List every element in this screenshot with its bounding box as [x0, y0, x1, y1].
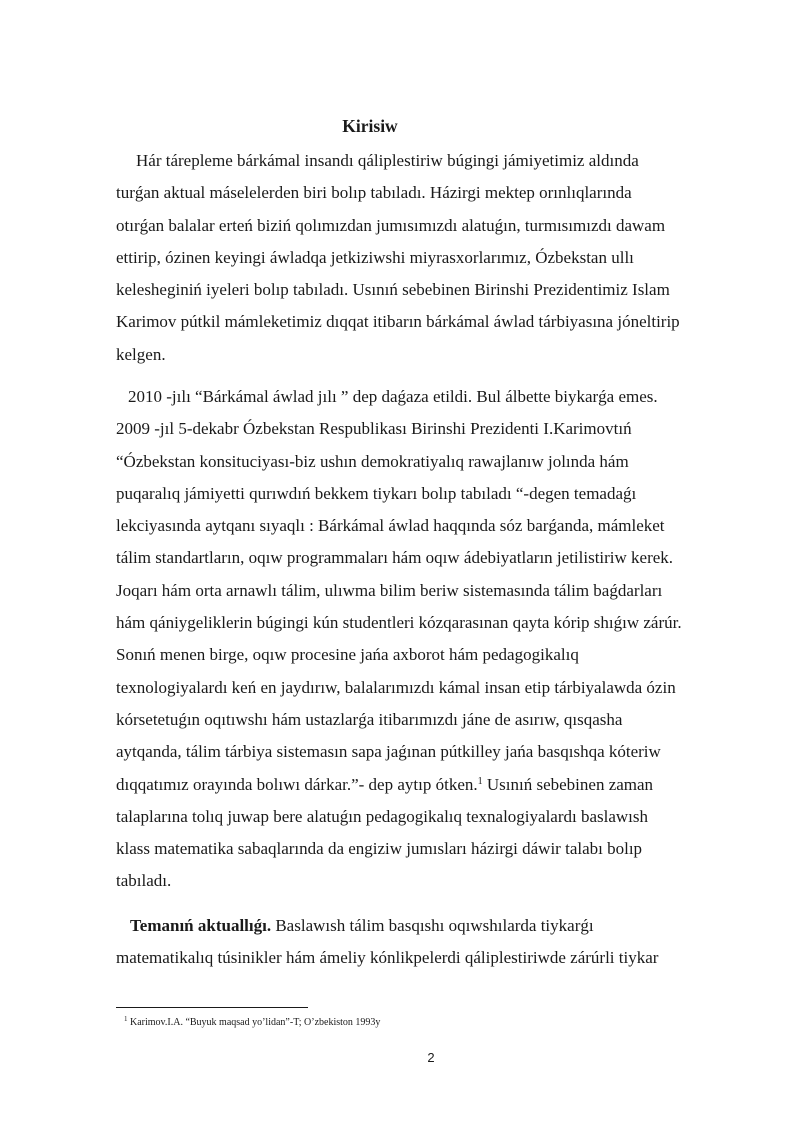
paragraph-intro [116, 145, 716, 371]
paragraph-quote [116, 381, 716, 898]
text-line: kórsetetuǵın oqıtıwshı hám ustazlarǵa itibarımızdı jáne de asırıw, qısqasha [116, 709, 623, 729]
text-line: texnologiyalardı keń en jaydırıw, balalarımızdı kámal insan etip tárbiyalawda ózin [116, 677, 676, 697]
footnote-separator [116, 1007, 308, 1008]
text-fragment: dıqqatımız orayında bolıwı dárkar.”- dep aytıp ótken. [116, 774, 478, 794]
text-fragment: Usınıń sebebinen zaman [482, 774, 654, 794]
footnote-text: Karimov.I.A. “Buyuk maqsad yo’lidan”-T; O’zbekiston 1993y [127, 1017, 381, 1028]
text-line: otırǵan balalar erteń biziń qolımızdan jumısımızdı alatuǵın, turmısımızdı dawam [116, 215, 666, 235]
text-line: kelgen. [116, 344, 166, 364]
text-line: klass matematika sabaqlarında da engiziw jumısları házirgi dáwir talabı bolıp [116, 839, 643, 859]
text-fragment: Baslawısh tálim basqıshı oqıwshılarda tiykarǵı [271, 916, 594, 935]
text-line: 2009 -jıl 5-dekabr Ózbekstan Respublikası Birinshi Prezidenti I.Karimovtıń [116, 419, 632, 439]
relevance-lead: Temanıń aktuallıǵı. [130, 916, 272, 935]
text-line: puqaralıq jámiyetti qurıwdıń bekkem tiykarı bolıp tabıladı “-degen temadaǵı [116, 483, 637, 503]
text-line: hám qániygeliklerin búgingi kún studentleri kózqarasınan qayta kórip shıǵıw zárúr. [116, 613, 682, 633]
text-line: Joqarı hám orta arnawlı tálim, ulıwma bilim beriw sistemasında tálim baǵdarları [116, 580, 663, 600]
text-line: kelesheginiń iyeleri bolıp tabıladı. Usınıń sebebinen Birinshi Prezidentimiz Islam [116, 280, 670, 300]
text-line: matematikalıq túsinikler hám ámeliy kónlikpelerdi qáliplestiriwde zárúrli tiykar [116, 948, 659, 968]
text-line: ettirip, ózinen keyingi áwladqa jetkiziwshi miyrasxorlarımız, Ózbekstan ullı [116, 247, 634, 267]
text-line: tálim standartların, oqıw programmaları hám oqıw ádebiyatların jetilistiriw kerek. [116, 548, 674, 568]
text-line: Karimov pútkil mámleketimiz dıqqat itibarın bárkámal áwlad tárbiyasına jóneltirip [116, 312, 680, 332]
text-line: tabıladı. [116, 871, 172, 891]
footnote [124, 1016, 380, 1030]
footnote-ref-mark[interactable]: 1 [477, 775, 483, 787]
text-line: turǵan aktual máselelerden biri bolıp tabıladı. Házirgi mektep orınlıqlarında [116, 183, 632, 203]
text-line: Sonıń menen birge, oqıw procesine jańa axborot hám pedagogikalıq [116, 645, 579, 665]
text-line: aytqanda, tálim tárbiya sistemasın sapa jaǵınan pútkilley jańa basqıshqa kóteriw [116, 742, 661, 762]
paragraph-relevance [116, 910, 716, 975]
text-line: lekciyasında aytqanı sıyaqlı : Bárkámal áwlad haqqında sóz barǵanda, mámleket [116, 516, 665, 536]
footnote-mark: 1 [124, 1015, 128, 1023]
page-number: 2 [427, 1050, 435, 1065]
text-line [116, 910, 716, 942]
section-heading: Kirisiw [342, 116, 398, 136]
text-line-with-footnote-ref [116, 769, 716, 801]
text-line: 2010 -jılı “Bárkámal áwlad jılı ” dep daǵaza etildi. Bul álbette biykarǵa emes. [128, 387, 658, 406]
text-line: Hár tárepleme bárkámal insandı qáliplestiriw búgingi jámiyetimiz aldında [136, 151, 639, 170]
text-line: talaplarına tolıq juwap bere alatuǵın pedagogikalıq texnalogiyalardı baslawısh [116, 806, 649, 826]
text-line: “Ózbekstan konsituciyası-biz ushın demokratiyalıq rawajlanıw jolında hám [116, 451, 629, 471]
